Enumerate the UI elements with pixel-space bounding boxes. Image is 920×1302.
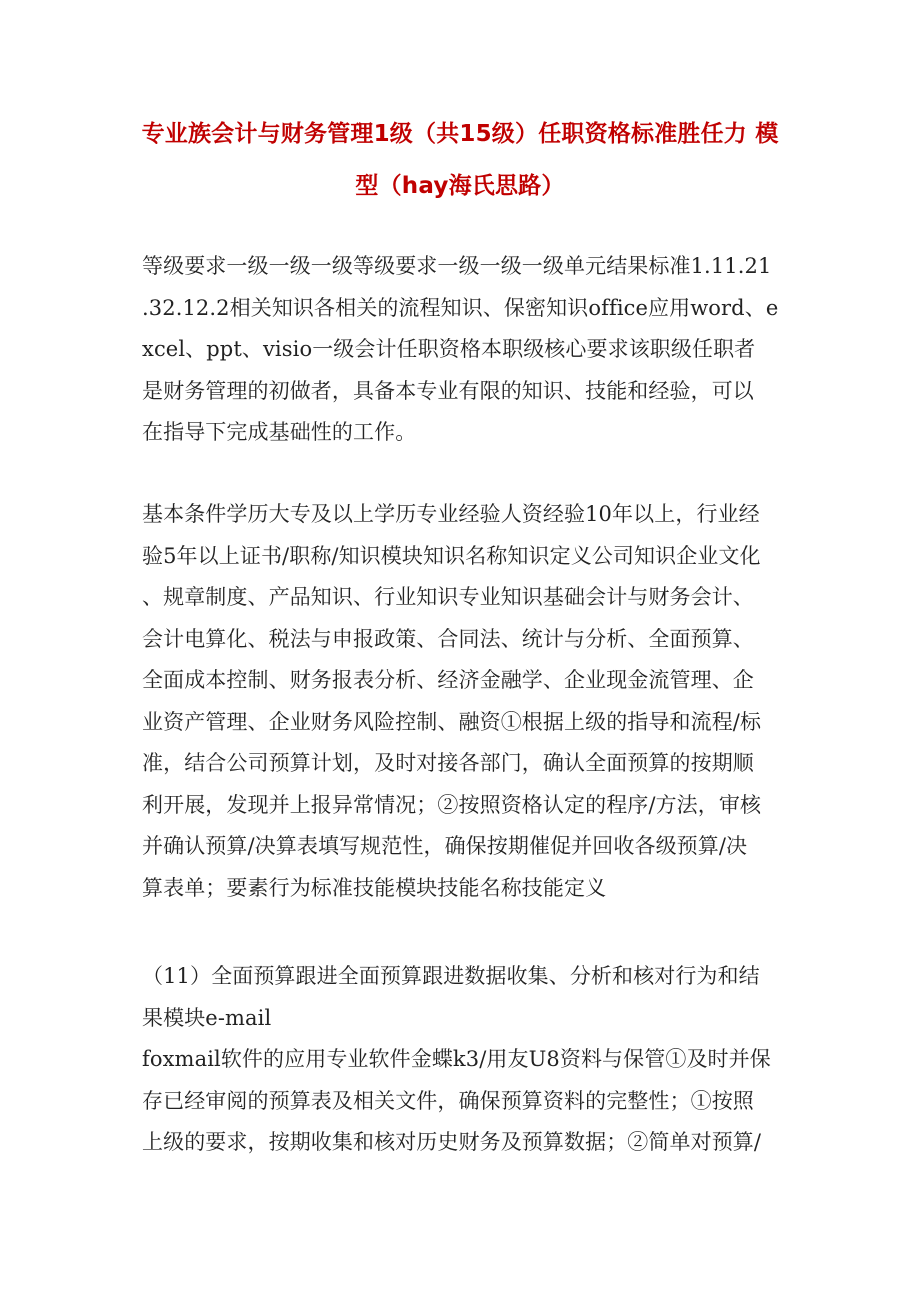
paragraph-budget-tracking: （11）全面预算跟进全面预算跟进数据收集、分析和核对行为和结 果模块e-mail foxmail软件的应用专业软件金蝶k3/用友U8资料与保管①及时并保 存已经审阅的预算表及相关文件，确保预算资料的完整性；①按照 上级的要求，按期收集和核对历史财务及预算数据；②简单对预算/ [142, 964, 771, 1154]
document-title: 专业族会计与财务管理1级（共15级）任职资格标准胜任力 模型（hay海氏思路） [141, 121, 779, 199]
paragraph-level-requirements: 等级要求一级一级一级等级要求一级一级一级单元结果标准1.11.21 .32.12.2相关知识各相关的流程知识、保密知识office应用word、e xcel、ppt、visio一级会计任职资格本职级核心要求该职级任职者 是财务管理的初做者，具备本专业有限的知识、技能和经验，可以 在指导下完成基础性的工作。 [142, 254, 779, 444]
paragraph-basic-conditions: 基本条件学历大专及以上学历专业经验人资经验10年以上，行业经 验5年以上证书/职称/知识模块知识名称知识定义公司知识企业文化 、规章制度、产品知识、行业知识专业知识基础会计与财务会计、 会计电算化、税法与申报政策、合同法、统计与分析、全面预算、 全面成本控制、财务报表分析、经济金融学、企业现金流管理、企 业资产管理、企业财务风险控制、融资①根据上级的指导和流程/标 准，结合公司预算计划，及时对接各部门，确认全面预算的按期顺 利开展，发现并上报异常情况；②按照资格认定的程序/方法，审核 并确认预算/决算表填写规范性，确保按期催促并回收各级预算/决 算表单；要素行为标准技能模块技能名称技能定义 [142, 502, 762, 900]
